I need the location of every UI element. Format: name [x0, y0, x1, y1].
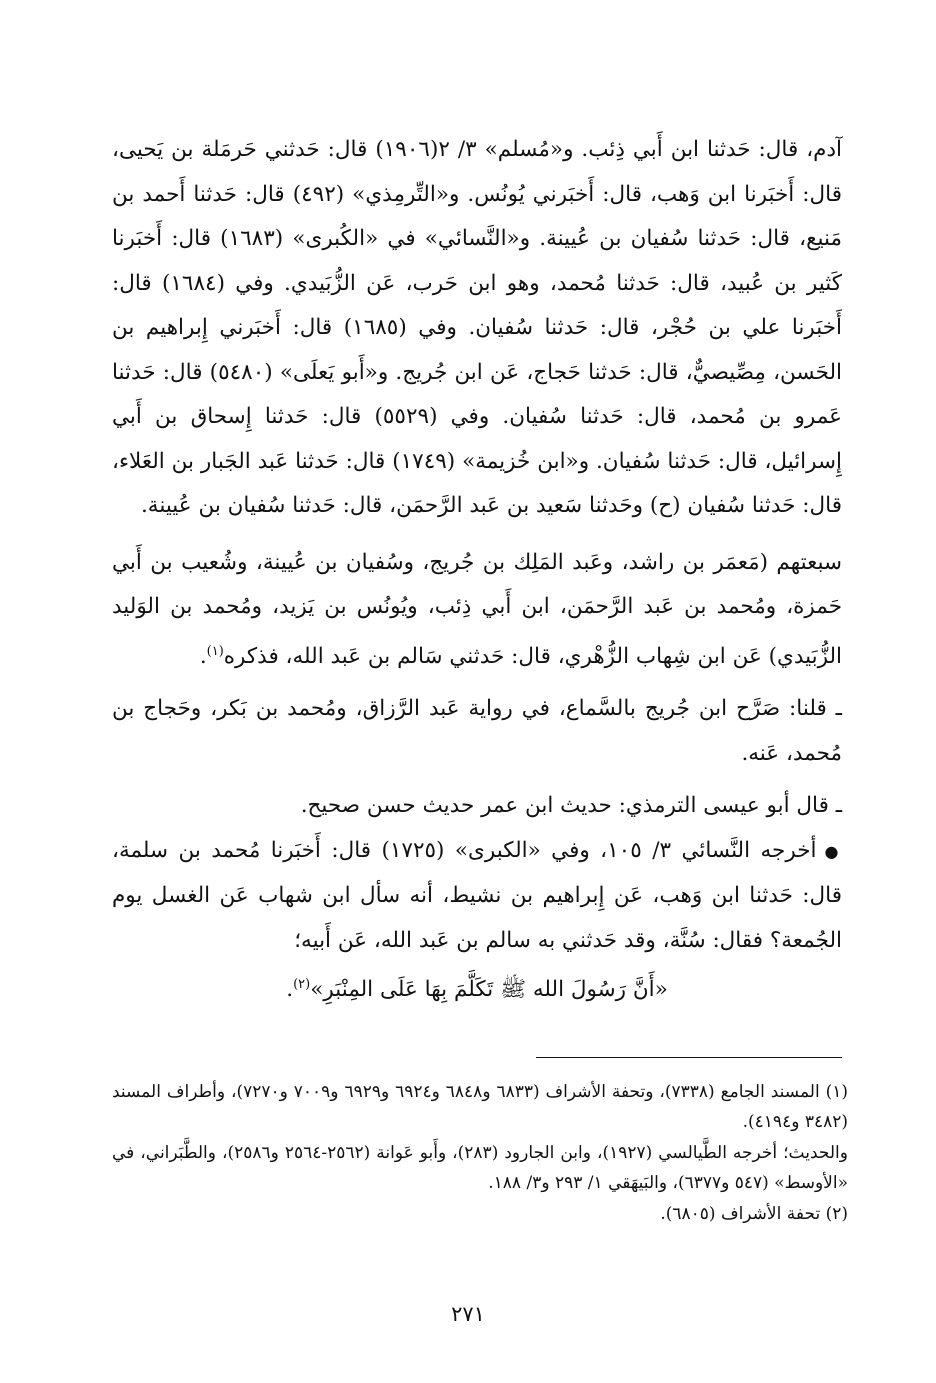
paragraph-narrators: سبعتهم (مَعمَر بن راشد، وعَبد المَلِك بن جُريج، وسُفيان بن عُيينة، وشُعيب بن أَبي حَمزة، ومُحمد بن عَبد الرَّحمَن، ابن أَبي ذِئب، ويُونُس بن يَزيد، ومُحمد بن الوَليد الزُّبَيدي) عَن ابن شِهاب الزُّهْري، قال: حَدثني سَالم بن عَبد الله، فذكره$^{(١)}$. [112, 549, 842, 669]
paragraph-nasai: ●أخرجه النَّسائي ٣/ ١٠٥، وفي «الكبرى» (١٧٢٥) قال: أَخبَرنا مُحمد بن سلمة، قال: حَدثنا ابن وَهب، عَن إِبراهيم بن نشيط، أنه سأل ابن شهاب عَن الغسل يوم الجُمعة؟ فقال: سُنَّة، وقد حَدثني به سالم بن عَبد الله، عَن أَبيه؛ [112, 837, 843, 953]
footnote-1-continuation: والحديث؛ أخرجه الطَّيالسي (١٩٢٧)، وابن الجارود (٢٨٣)، وأَبو عَوانة (٢٥٦٢-٢٥٦٤ و٢٥٨٦)، والطَّبَراني، في «الأوسط» (٥٤٧ و٦٣٧٧)، والبَيهَقي ١/ ٢٩٣ و٣/ ١٨٨. [112, 1143, 848, 1193]
footnote-divider [536, 1057, 842, 1058]
page-number: ٢٧١ [451, 1302, 485, 1326]
main-text [112, 128, 842, 1013]
footnote-1: (١) المسند الجامع (٧٣٣٨)، وتحفة الأشراف (٦٨٣٣ و٦٨٤٨ و٦٩٢٤ و٦٩٢٩ و٧٠٠٩ و٧٢٧٠)، وأطراف المسند (٣٤٨٢ و٤١٩٤). [112, 1082, 849, 1132]
footnotes [112, 1078, 848, 1232]
footnote-ref-2[interactable]: (٢) [293, 977, 311, 993]
paragraph-takhrij: آدم، قال: حَدثنا ابن أَبي ذِئب. و«مُسلم» ٣/ ٢(١٩٠٦) قال: حَدثني حَرمَلة بن يَحيى، قال: أَخبَرنا ابن وَهب، قال: أَخبَرني يُونُس. و«التِّرمِذي» (٤٩٢) قال: حَدثنا أَحمد بن مَنيع، قال: حَدثنا سُفيان بن عُيينة. و«النَّسائي» في «الكُبرى» (١٦٨٣) قال: أَخبَرنا كَثير بن عُبيد، قال: حَدثنا مُحمد، وهو ابن حَرب، عَن الزُّبَيدي. وفي (١٦٨٤) قال: أَخبَرنا علي بن حُجْر، قال: حَدثنا سُفيان. وفي (١٦٨٥) قال: أَخبَرني إِبراهيم بن الحَسن، مِصِّيصيٌّ، قال: حَدثنا حَجاج، عَن ابن جُريج. و«أَبو يَعلَى» (٥٤٨٠) قال: حَدثنا عَمرو بن مُحمد، قال: حَدثنا سُفيان. وفي (٥٥٢٩) قال: حَدثنا إِسحاق بن أَبي إِسرائيل، قال: حَدثنا سُفيان. و«ابن خُزيمة» (١٧٤٩) قال: حَدثنا عَبد الجَبار بن العَلاء، قال: حَدثنا سُفيان (ح) وحَدثنا سَعيد بن عَبد الرَّحمَن، قال: حَدثنا سُفيان بن عُيينة. [112, 137, 843, 518]
footnote-2: (٢) تحفة الأشراف (٦٨٠٥). [660, 1204, 848, 1224]
hadith-text: «أَنَّ رَسُولَ الله ﷺ تَكَلَّمَ بِهَا عَلَى المِنْبَرِ»$^{(٢)}$. [286, 977, 668, 1003]
footnote-ref-1[interactable]: (١) [206, 643, 224, 659]
paragraph-tirmidhi-grade: ـ قال أبو عيسى الترمذي: حديث ابن عمر حديث حسن صحيح. [300, 793, 842, 819]
paragraph-note-sama: ـ قلنا: صَرَّح ابن جُريج بالسَّماع، في رواية عَبد الرَّزاق، ومُحمد بن بَكر، وحَجاج بن مُحمد، عَنه. [112, 696, 842, 766]
bullet-icon: ● [824, 841, 843, 861]
